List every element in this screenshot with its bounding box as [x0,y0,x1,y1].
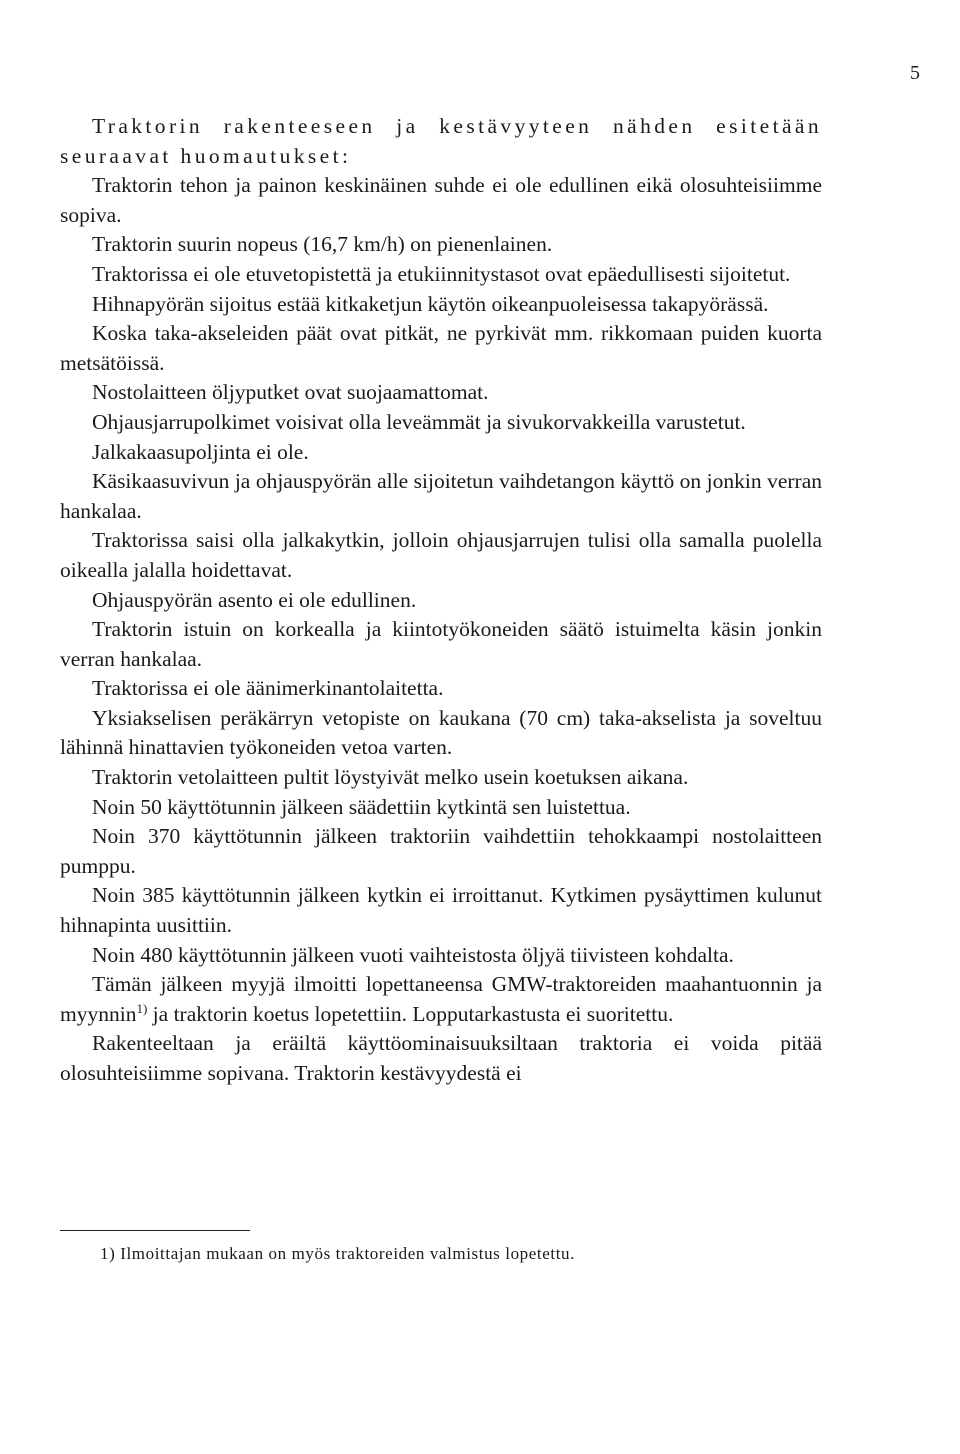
paragraph: Noin 480 käyttötunnin jälkeen vuoti vaihteistosta öljyä tiivisteen kohdalta. [92,942,734,967]
paragraph: Käsikaasuvivun ja ohjauspyörän alle sijoitetun vaihdetangon käyttö on jonkin verran hankalaa. [60,469,822,523]
page-number: 5 [910,62,920,84]
paragraph: Hihnapyörän sijoitus estää kitkaketjun käytön oikeanpuoleisessa takapyörässä. [92,291,769,316]
body-text [60,112,822,1089]
paragraph: Ohjausjarrupolkimet voisivat olla leveämmät ja sivukorvakkeilla varustetut. [92,409,746,434]
paragraph-text: Tämän jälkeen myyjä ilmoitti lopettaneensa GMW-traktoreiden maahantuonnin ja myynnin [60,972,822,1026]
paragraph: Traktorin vetolaitteen pultit löystyivät melko usein koetuksen aikana. [92,765,689,790]
paragraph: Yksiakselisen peräkärryn vetopiste on kaukana (70 cm) taka-akselista ja soveltuu lähinnä hinattavien työkoneiden vetoa varten. [60,705,822,760]
paragraph: Traktorin tehon ja painon keskinäinen suhde ei ole edullinen eikä olosuhteisiimme sopiva. [60,173,822,227]
paragraph: Noin 385 käyttötunnin jälkeen kytkin ei irroittanut. Kytkimen pysäyttimen kulunut hihnapinta uusittiin. [60,883,822,938]
paragraph-text-continued: ja traktorin koetus lopetettiin. Lopputarkastusta ei suoritettu. [147,1001,674,1026]
footnote-divider [60,1230,250,1231]
paragraph: Rakenteeltaan ja eräiltä käyttöominaisuuksiltaan traktoria ei voida pitää olosuhteisiimme sopivana. Traktorin kestävyydestä ei [60,1031,822,1085]
paragraph: Traktorin rakenteeseen ja kestävyyteen nähden esitetään seuraavat huomautukset: [60,114,822,168]
paragraph [60,970,822,1029]
paragraph: Ohjauspyörän asento ei ole edullinen. [92,587,417,612]
paragraph: Traktorissa ei ole etuvetopistettä ja etukiinnitystasot ovat epäedullisesti sijoitetut. [92,261,791,286]
footnote: 1) Ilmoittajan mukaan on myös traktoreiden valmistus lopetettu. [100,1244,575,1263]
paragraph: Noin 370 käyttötunnin jälkeen traktoriin vaihdettiin tehokkaampi nostolaitteen pumppu. [60,824,822,878]
paragraph: Traktorissa ei ole äänimerkinantolaitetta. [92,676,444,701]
paragraph: Traktorissa saisi olla jalkakytkin, jolloin ohjausjarrujen tulisi olla samalla puolella oikealla jalalla hoidettavat. [60,528,822,582]
paragraph: Noin 50 käyttötunnin jälkeen säädettiin kytkintä sen luistettua. [92,794,631,819]
paragraph: Jalkakaasupoljinta ei ole. [92,439,309,464]
paragraph: Nostolaitteen öljyputket ovat suojaamattomat. [92,380,489,405]
footnote-marker: 1) [136,1000,148,1016]
paragraph: Koska taka-akseleiden päät ovat pitkät, ne pyrkivät mm. rikkomaan puiden kuorta metsätöissä. [60,321,822,375]
paragraph: Traktorin istuin on korkealla ja kiintotyökoneiden säätö istuimelta käsin jonkin verran hankalaa. [60,617,822,671]
paragraph: Traktorin suurin nopeus (16,7 km/h) on pienenlainen. [92,232,553,257]
